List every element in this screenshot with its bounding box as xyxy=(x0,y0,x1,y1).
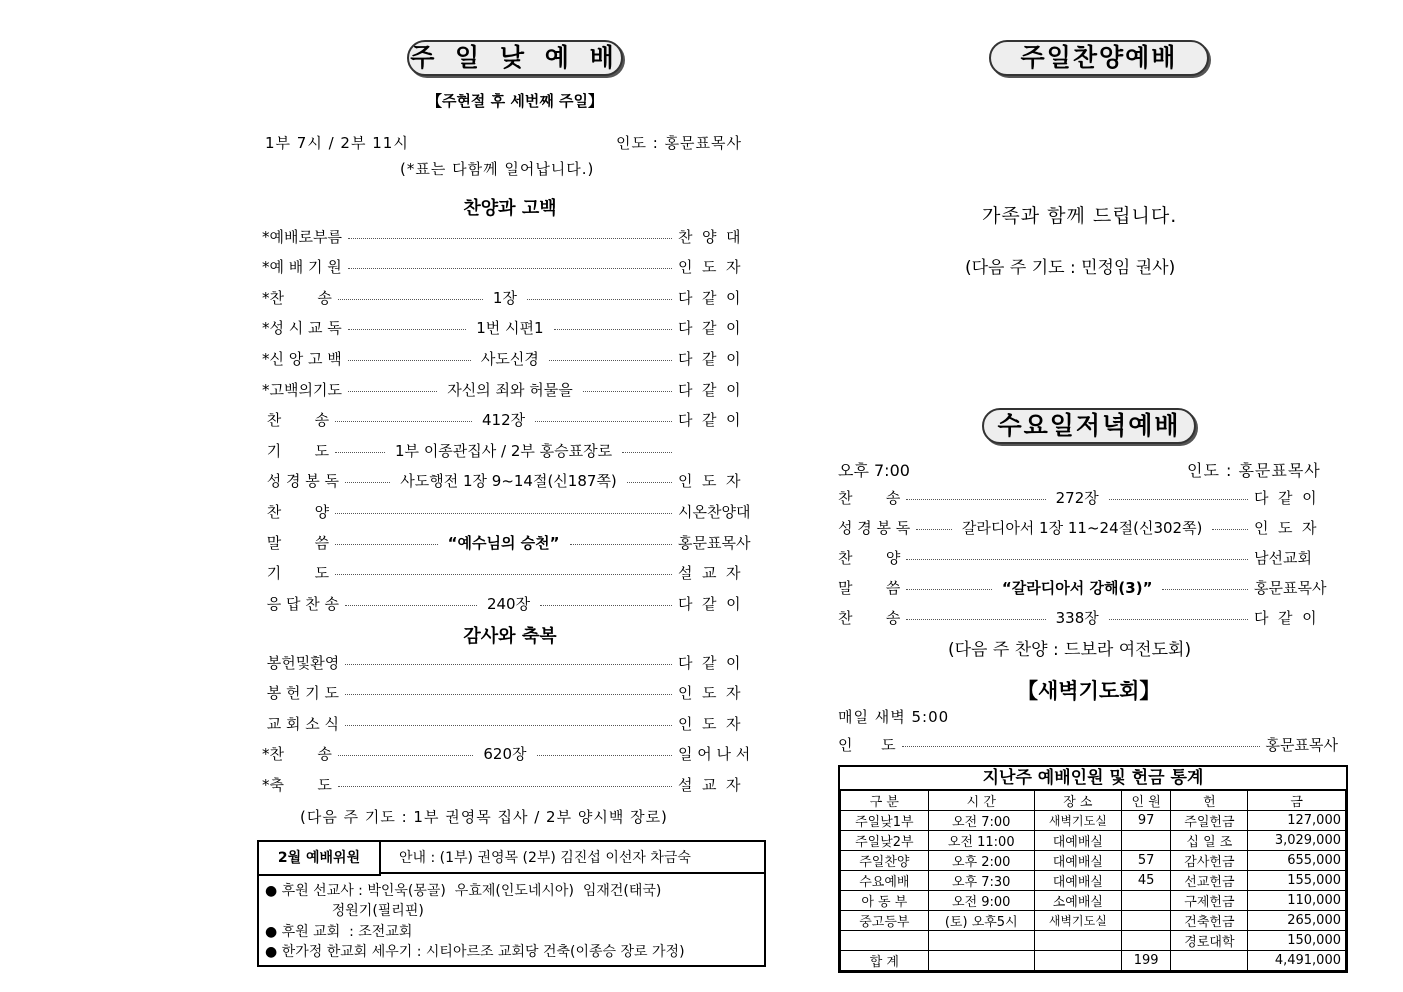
stats-cell: 주일낮2부 xyxy=(841,831,929,851)
leader-dots xyxy=(335,513,672,514)
order-item-content: “예수님의 승천” xyxy=(444,532,564,553)
stats-row xyxy=(841,871,1346,891)
leader-dots xyxy=(345,664,672,665)
leader-dots xyxy=(338,299,483,300)
order-row xyxy=(262,712,762,734)
order-item-label: 찬 송 xyxy=(262,411,330,430)
order-row xyxy=(262,378,762,400)
order-item-label: 기 도 xyxy=(262,564,330,583)
order-item-label: *찬 송 xyxy=(262,288,332,307)
order-row xyxy=(262,500,762,522)
stats-cell xyxy=(841,931,929,951)
order-row xyxy=(838,576,1338,598)
leader-dots xyxy=(335,544,438,545)
order-row xyxy=(262,470,762,492)
order-item-label: 찬 송 xyxy=(838,488,901,507)
order-item-person: 다 같 이 xyxy=(678,380,741,399)
leader-dots xyxy=(338,755,474,756)
order-item-label: 봉 헌 기 도 xyxy=(262,684,340,703)
stats-header-cell: 헌 xyxy=(1171,791,1248,811)
stats-cell xyxy=(1121,831,1171,851)
order-row xyxy=(262,286,762,308)
leader-dots xyxy=(335,574,672,575)
order-item-content: 240장 xyxy=(483,593,534,614)
order-item-label: *축 도 xyxy=(262,775,332,794)
service-leader: 인도 : 홍문표목사 xyxy=(616,134,743,152)
wednesday-leader: 인도 : 홍문표목사 xyxy=(1187,461,1321,480)
stats-cell: 새벽기도실 xyxy=(1034,811,1121,831)
leader-dots xyxy=(348,329,466,330)
stats-cell: 오전 7:00 xyxy=(928,811,1034,831)
stats-cell: 소예배실 xyxy=(1034,891,1121,911)
order-item-content: 자신의 죄와 허물을 xyxy=(443,379,576,400)
dawn-leader-row xyxy=(838,733,1338,755)
stats-cell: 선교헌금 xyxy=(1171,871,1248,891)
order-item-person: 홍문표목사 xyxy=(1254,578,1327,597)
stats-cell: 45 xyxy=(1121,871,1171,891)
order-row xyxy=(838,516,1338,538)
stats-title: 지난주 예배인원 및 헌금 통계 xyxy=(840,767,1346,790)
order-row xyxy=(262,773,762,795)
order-row xyxy=(838,486,1338,508)
order-row xyxy=(262,743,762,765)
order-item-label: *예 배 기 원 xyxy=(262,258,342,277)
order-item-label: 성 경 봉 독 xyxy=(838,518,911,537)
leader-dots xyxy=(335,421,472,422)
leader-dots xyxy=(335,452,385,453)
stats-cell xyxy=(1121,891,1171,911)
leader-dots xyxy=(348,238,672,239)
order-row xyxy=(262,409,762,431)
dawn-time: 매일 새벽 5:00 xyxy=(838,708,950,726)
order-row xyxy=(262,439,762,461)
order-item-content: 갈라디아서 1장 11~24절(신302쪽) xyxy=(958,517,1207,538)
order-row xyxy=(262,531,762,553)
committee-bullet-2: 정원기(필리핀) xyxy=(265,903,424,919)
order-item-content: 1번 시편1 xyxy=(472,317,547,338)
stats-cell xyxy=(1171,951,1248,971)
stats-cell xyxy=(1034,951,1121,971)
stats-header-cell: 금 xyxy=(1248,791,1346,811)
order-row xyxy=(262,592,762,614)
praise-service-title: 주일찬양예배 xyxy=(989,40,1209,76)
leader-dots xyxy=(549,360,672,361)
committee-bullet-4: ● 한가정 한교회 세우기 : 시티아르조 교회당 건축(이종승 장로 가정) xyxy=(265,944,685,960)
leader-dots xyxy=(906,559,1248,560)
order-item-label: *신 앙 고 백 xyxy=(262,349,342,368)
service-times: 1부 7시 / 2부 11시 xyxy=(265,134,409,152)
order-item-content: 사도행전 1장 9~14절(신187쪽) xyxy=(396,470,621,491)
leader-dots xyxy=(916,529,952,530)
leader-dots xyxy=(906,589,992,590)
committee-box xyxy=(257,840,766,967)
order-row xyxy=(262,651,762,673)
order-item-person: 시온찬양대 xyxy=(678,502,751,521)
order-item-person: 다 같 이 xyxy=(678,288,741,307)
order-row xyxy=(262,347,762,369)
stats-cell: 건축헌금 xyxy=(1171,911,1248,931)
order-item-person: 인 도 자 xyxy=(678,258,741,277)
stats-cell: 110,000 xyxy=(1248,891,1346,911)
dawn-leader-name: 홍문표목사 xyxy=(1265,735,1338,754)
standing-note: (*표는 다함께 일어납니다.) xyxy=(400,160,595,178)
stats-row xyxy=(841,911,1346,931)
order-row xyxy=(838,546,1338,568)
leader-dots xyxy=(570,544,673,545)
wednesday-next: (다음 주 찬양 : 드보라 여전도회) xyxy=(948,640,1192,660)
order-item-person: 다 같 이 xyxy=(678,653,741,672)
stats-cell: 수요예배 xyxy=(841,871,929,891)
leader-dots xyxy=(1212,529,1248,530)
stats-cell: 주일찬양 xyxy=(841,851,929,871)
sunday-service-title: 주 일 낮 예 배 xyxy=(407,40,623,76)
stats-cell: 구제헌금 xyxy=(1171,891,1248,911)
leader-dots xyxy=(348,391,437,392)
stats-cell: 3,029,000 xyxy=(1248,831,1346,851)
stats-row xyxy=(841,931,1346,951)
order-item-person: 다 같 이 xyxy=(678,349,741,368)
order-item-person: 다 같 이 xyxy=(678,319,741,338)
stats-cell: (토) 오후5시 xyxy=(928,911,1034,931)
order-item-label: *찬 송 xyxy=(262,745,332,764)
stats-cell: 199 xyxy=(1121,951,1171,971)
leader-dots xyxy=(540,605,672,606)
stats-cell: 대예배실 xyxy=(1034,851,1121,871)
order-row xyxy=(262,562,762,584)
order-item-label: 응 답 찬 송 xyxy=(262,594,340,613)
wednesday-time: 오후 7:00 xyxy=(838,461,910,480)
praise-next: (다음 주 기도 : 민정임 권사) xyxy=(965,258,1176,278)
stats-header-cell: 장 소 xyxy=(1034,791,1121,811)
leader-dots xyxy=(906,619,1045,620)
stats-row xyxy=(841,951,1346,971)
order-item-content: 620장 xyxy=(479,743,530,764)
stats-cell xyxy=(1034,931,1121,951)
section-praise-confession: 찬양과 고백 xyxy=(463,198,557,219)
stats-header-cell: 구 분 xyxy=(841,791,929,811)
stats-cell: 경로대학 xyxy=(1171,931,1248,951)
stats-cell: 대예배실 xyxy=(1034,871,1121,891)
order-item-person: 다 같 이 xyxy=(1254,608,1317,627)
sunday-subtitle: 【주현절 후 세번째 주일】 xyxy=(426,92,604,110)
dawn-prayer-title: 【새벽기도회】 xyxy=(1017,679,1161,703)
order-row xyxy=(262,256,762,278)
leader-dots xyxy=(345,694,672,695)
leader-dots xyxy=(622,452,672,453)
order-item-person: 인 도 자 xyxy=(678,472,741,491)
leader-dots xyxy=(345,725,672,726)
leader-dots xyxy=(535,421,672,422)
order-item-label: 봉헌및환영 xyxy=(262,653,340,672)
order-item-content: 338장 xyxy=(1052,607,1103,628)
order-item-label: 말 씀 xyxy=(262,533,330,552)
stats-cell: 아 동 부 xyxy=(841,891,929,911)
order-item-person: 홍문표목사 xyxy=(678,533,751,552)
stats-row xyxy=(841,891,1346,911)
order-item-content: 1장 xyxy=(489,287,521,308)
stats-cell: 오전 9:00 xyxy=(928,891,1034,911)
stats-cell: 오전 11:00 xyxy=(928,831,1034,851)
wednesday-service-title: 수요일저녁예배 xyxy=(982,408,1196,444)
order-row xyxy=(838,606,1338,628)
order-item-person: 다 같 이 xyxy=(678,411,741,430)
stats-row xyxy=(841,811,1346,831)
stats-cell: 대예배실 xyxy=(1034,831,1121,851)
committee-guide: 안내 : (1부) 권영목 (2부) 김진섭 이선자 차금숙 xyxy=(399,850,691,866)
order-item-label: *고백의기도 xyxy=(262,380,342,399)
stats-cell: 127,000 xyxy=(1248,811,1346,831)
praise-text: 가족과 함께 드립니다. xyxy=(982,205,1178,227)
section-thanks-blessing: 감사와 축복 xyxy=(463,626,557,647)
next-week-prayer: (다음 주 기도 : 1부 권영목 집사 / 2부 양시백 장로) xyxy=(300,808,668,826)
order-item-person: 인 도 자 xyxy=(678,684,741,703)
stats-cell: 4,491,000 xyxy=(1248,951,1346,971)
stats-row xyxy=(841,851,1346,871)
leader-dots xyxy=(906,499,1045,500)
stats-cell xyxy=(1121,911,1171,931)
leader-dots xyxy=(554,329,672,330)
order-row xyxy=(262,225,762,247)
order-item-person: 일 어 나 서 xyxy=(678,745,751,764)
leader-dots xyxy=(1162,589,1248,590)
stats-cell: 오후 7:30 xyxy=(928,871,1034,891)
order-item-person: 남선교회 xyxy=(1254,548,1312,567)
order-item-label: *예배로부름 xyxy=(262,227,342,246)
order-item-label: 기 도 xyxy=(262,441,330,460)
leader-dots xyxy=(338,786,672,787)
stats-cell: 중고등부 xyxy=(841,911,929,931)
leader-dots xyxy=(348,360,471,361)
leader-dots xyxy=(345,605,477,606)
stats-box xyxy=(838,765,1348,973)
leader-dots xyxy=(1109,619,1248,620)
order-item-person: 설 교 자 xyxy=(678,775,741,794)
leader-dots xyxy=(1109,499,1248,500)
stats-cell: 57 xyxy=(1121,851,1171,871)
order-item-person: 설 교 자 xyxy=(678,564,741,583)
stats-cell: 합 계 xyxy=(841,951,929,971)
committee-label: 2월 예배위원 xyxy=(259,842,381,876)
order-item-content: 412장 xyxy=(478,409,529,430)
order-item-label: 말 씀 xyxy=(838,578,901,597)
leader-dots xyxy=(527,299,672,300)
leader-dots xyxy=(583,391,672,392)
order-item-label: 성 경 봉 독 xyxy=(262,472,340,491)
order-item-person: 다 같 이 xyxy=(1254,488,1317,507)
committee-bullet-3: ● 후원 교회 : 조전교회 xyxy=(265,924,413,940)
order-item-label: *성 시 교 독 xyxy=(262,319,342,338)
order-item-label: 교 회 소 식 xyxy=(262,714,340,733)
stats-cell xyxy=(928,931,1034,951)
stats-cell xyxy=(1121,931,1171,951)
committee-bullet-1: ● 후원 선교사 : 박인욱(몽골) 우효제(인도네시아) 임재건(태국) xyxy=(265,883,662,899)
order-item-person: 인 도 자 xyxy=(1254,518,1317,537)
leader-dots xyxy=(627,482,672,483)
stats-cell: 150,000 xyxy=(1248,931,1346,951)
stats-cell xyxy=(928,951,1034,971)
order-row xyxy=(262,317,762,339)
leader-dots xyxy=(345,482,390,483)
stats-header-cell: 인 원 xyxy=(1121,791,1171,811)
order-item-label: 찬 양 xyxy=(838,548,901,567)
order-item-label: 찬 양 xyxy=(262,502,330,521)
order-item-content: “갈라디아서 강해(3)” xyxy=(998,577,1157,598)
leader-dots xyxy=(348,268,672,269)
order-item-content: 272장 xyxy=(1052,487,1103,508)
order-item-content: 사도신경 xyxy=(477,348,543,369)
stats-cell: 감사헌금 xyxy=(1171,851,1248,871)
leader-dots xyxy=(537,755,673,756)
stats-cell: 새벽기도실 xyxy=(1034,911,1121,931)
stats-header-cell: 시 간 xyxy=(928,791,1034,811)
order-item-person: 찬 양 대 xyxy=(678,227,741,246)
stats-cell: 오후 2:00 xyxy=(928,851,1034,871)
leader-dots xyxy=(902,746,1260,747)
stats-row xyxy=(841,831,1346,851)
stats-cell: 265,000 xyxy=(1248,911,1346,931)
stats-cell: 97 xyxy=(1121,811,1171,831)
stats-cell: 655,000 xyxy=(1248,851,1346,871)
order-item-person: 인 도 자 xyxy=(678,714,741,733)
stats-cell: 주일낮1부 xyxy=(841,811,929,831)
stats-cell: 155,000 xyxy=(1248,871,1346,891)
order-row xyxy=(262,682,762,704)
dawn-leader-label: 인 도 xyxy=(838,735,896,754)
order-item-label: 찬 송 xyxy=(838,608,901,627)
stats-cell: 주일헌금 xyxy=(1171,811,1248,831)
stats-table xyxy=(840,790,1346,971)
order-item-person: 다 같 이 xyxy=(678,594,741,613)
stats-cell: 십 일 조 xyxy=(1171,831,1248,851)
order-item-content: 1부 이종관집사 / 2부 홍승표장로 xyxy=(391,440,616,461)
